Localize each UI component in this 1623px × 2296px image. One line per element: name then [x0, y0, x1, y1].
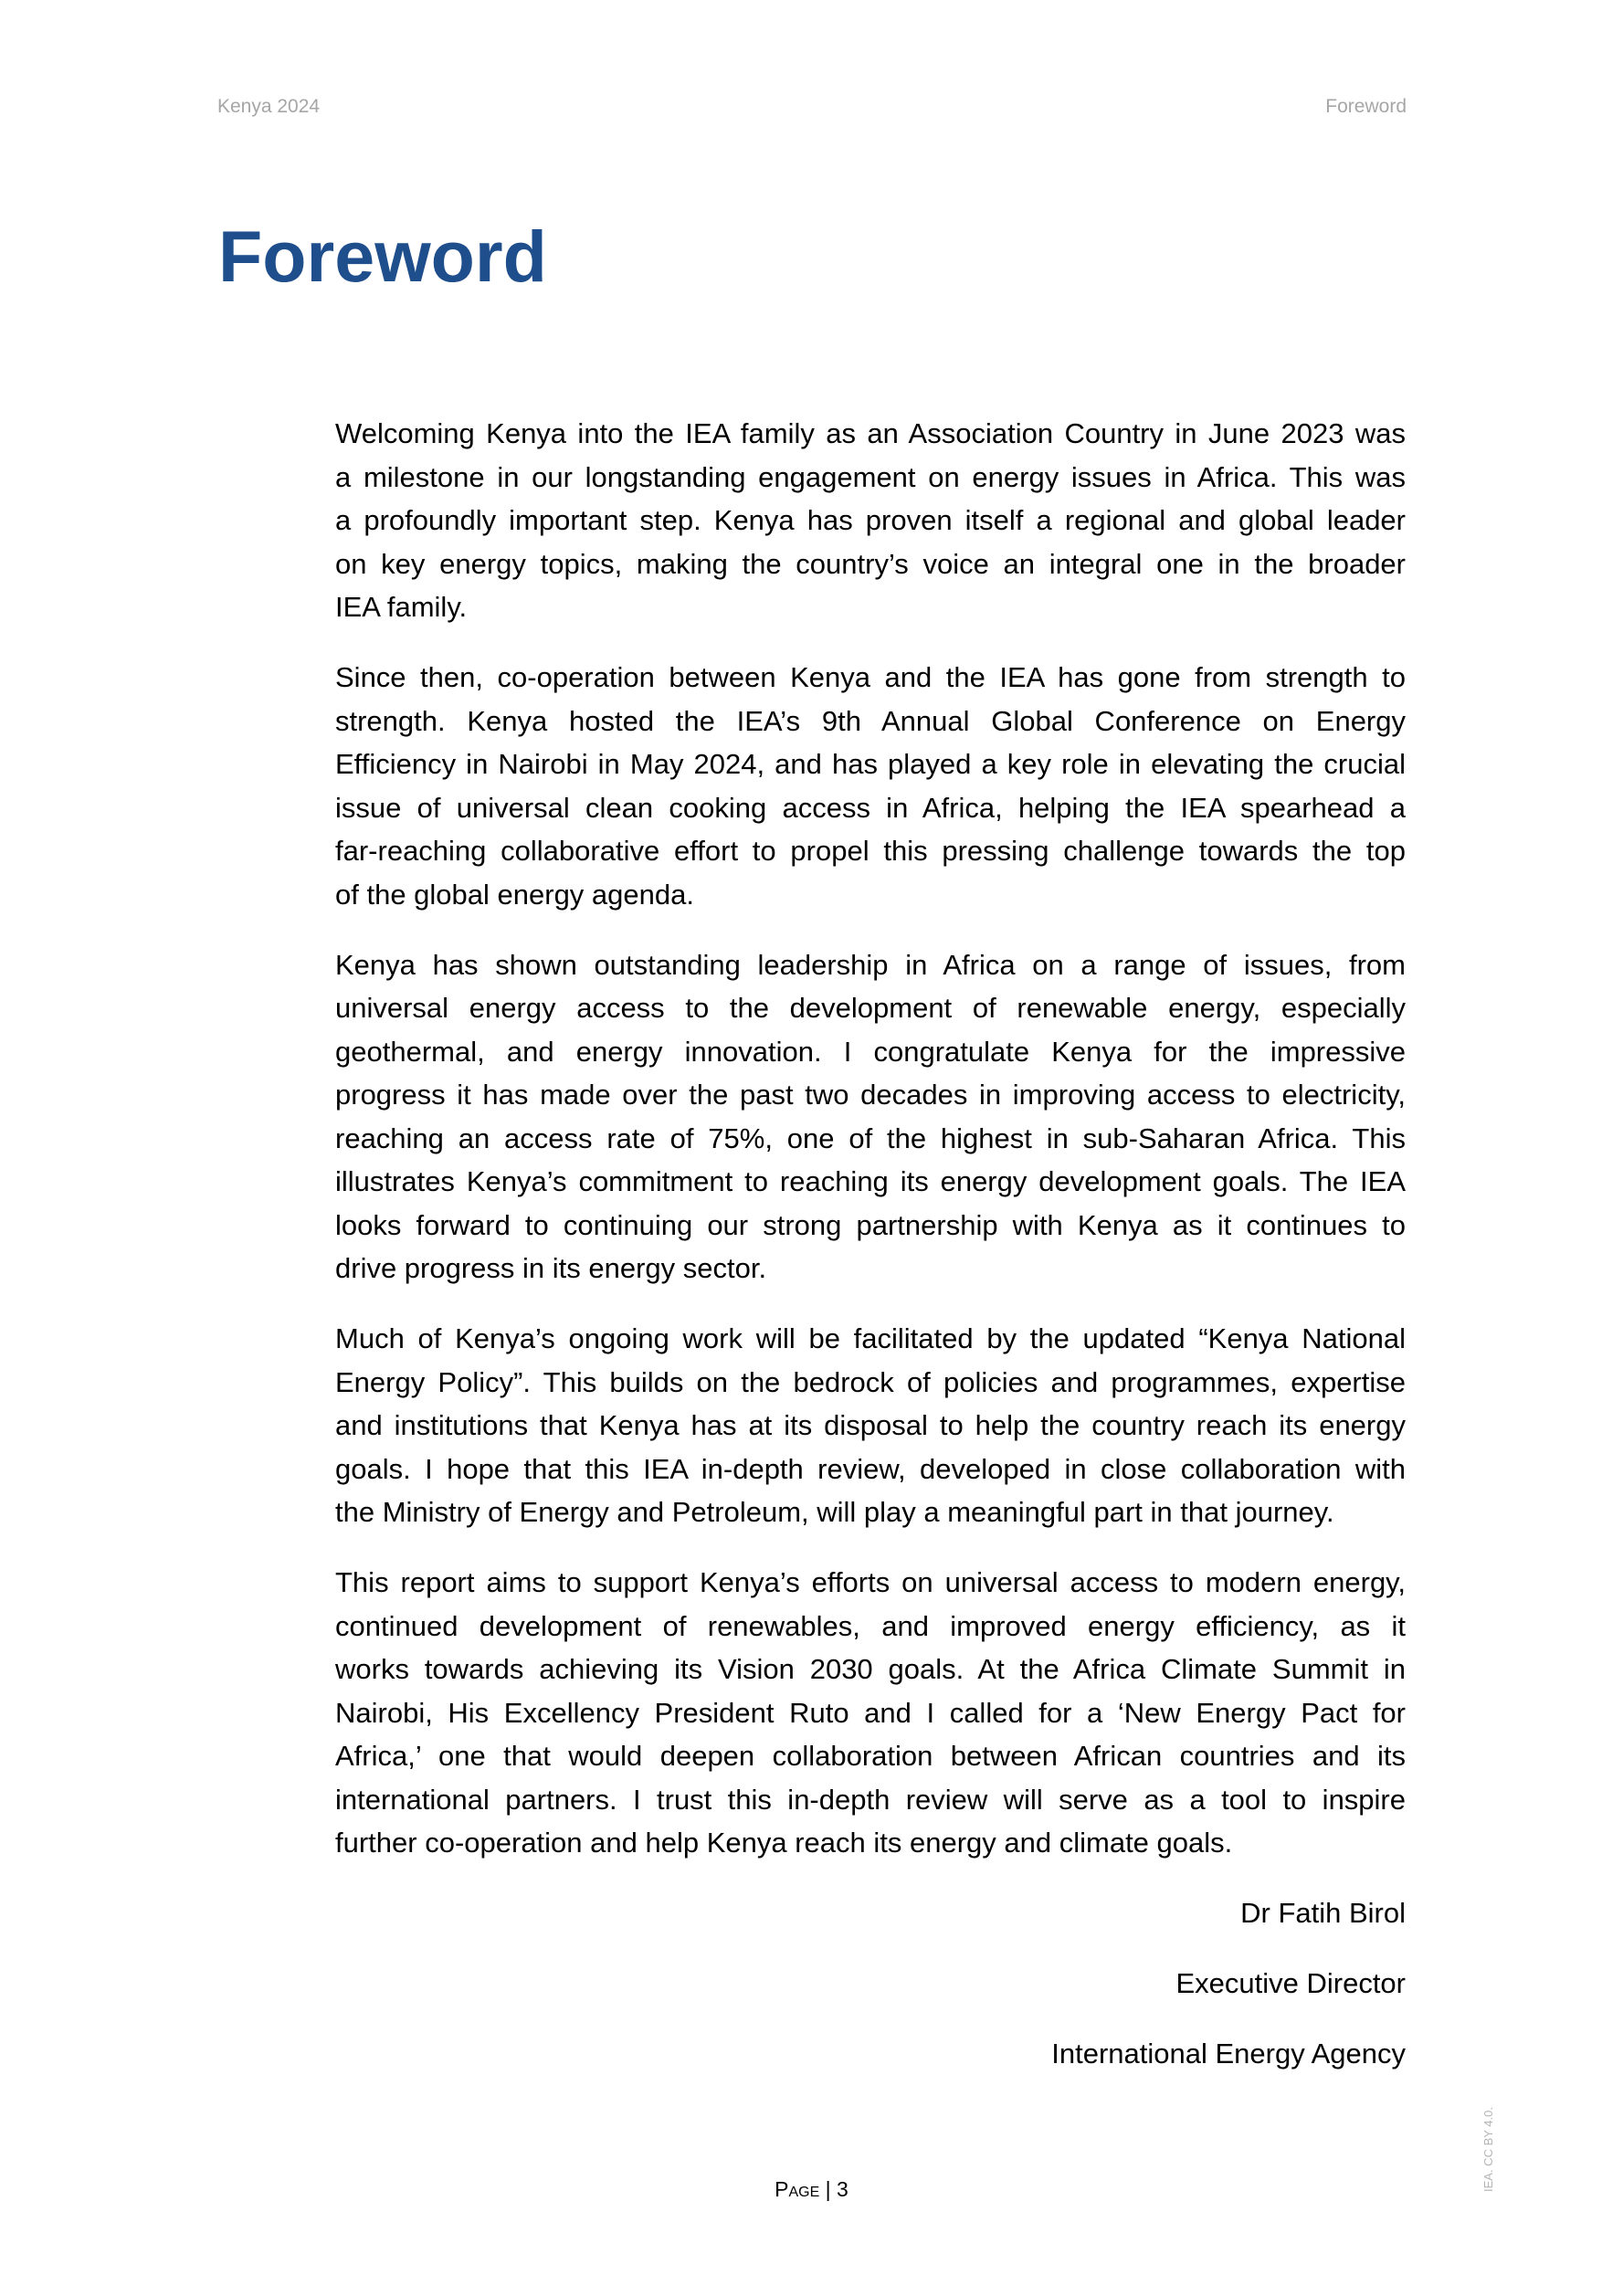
paragraph-line: the Ministry of Energy and Petroleum, will play a meaningful part in that journey. — [335, 1496, 1334, 1528]
paragraph-line: strength. Kenya hosted the IEA’s 9th Annual Global Conference on Energy — [335, 704, 1406, 737]
paragraph-line: far-reaching collaborative effort to propel this pressing challenge towards the top — [335, 835, 1406, 867]
paragraph-line: reaching an access rate of 75%, one of the highest in sub-Saharan Africa. This — [335, 1122, 1406, 1154]
paragraph-line: drive progress in its energy sector. — [335, 1252, 767, 1284]
paragraph-line: IEA family. — [335, 591, 468, 623]
page-separator: | — [819, 2177, 838, 2201]
signatory-organisation: International Energy Agency — [1051, 2038, 1406, 2070]
paragraph — [335, 1317, 1406, 1534]
paragraph-line: a profoundly important step. Kenya has proven itself a regional and global leader — [335, 504, 1406, 536]
paragraph-list — [335, 412, 1406, 1865]
license-watermark: IEA. CC BY 4.0. — [1481, 2107, 1495, 2192]
paragraph-line: goals. I hope that this IEA in-depth review, developed in close collaboration with — [335, 1452, 1406, 1485]
paragraph-line: works towards achieving its Vision 2030 goals. At the Africa Climate Summit in — [335, 1653, 1406, 1685]
running-header-section: Foreword — [1325, 96, 1407, 117]
signature-block — [335, 1891, 1406, 2076]
paragraph — [335, 943, 1406, 1290]
paragraph-line: Africa,’ one that would deepen collaboration between African countries and its — [335, 1740, 1406, 1772]
paragraph-line: This report aims to support Kenya’s efforts on universal access to modern energy, — [335, 1566, 1406, 1598]
paragraph-line: Energy Policy”. This builds on the bedrock of policies and programmes, expertise — [335, 1365, 1406, 1398]
paragraph-line: of the global energy agenda. — [335, 878, 694, 911]
paragraph-line: Welcoming Kenya into the IEA family as an Association Country in June 2023 was — [335, 417, 1406, 449]
paragraph-line: on key energy topics, making the country’s voice an integral one in the broader — [335, 547, 1406, 580]
foreword-body — [335, 412, 1406, 2102]
page-number: 3 — [837, 2177, 848, 2201]
running-header-report-title: Kenya 2024 — [217, 96, 321, 117]
paragraph-line: progress it has made over the past two decades in improving access to electricity, — [335, 1079, 1406, 1111]
paragraph-line: universal energy access to the development of renewable energy, especially — [335, 992, 1406, 1024]
paragraph-line: international partners. I trust this in-depth review will serve as a tool to inspire — [335, 1783, 1406, 1816]
paragraph-line: and institutions that Kenya has at its disposal to help the country reach its energy — [335, 1409, 1406, 1441]
paragraph — [335, 412, 1406, 629]
paragraph-line: looks forward to continuing our strong partnership with Kenya as it continues to — [335, 1208, 1406, 1241]
page-title: Foreword — [218, 216, 547, 297]
paragraph-line: a milestone in our longstanding engagement on energy issues in Africa. This was — [335, 460, 1406, 493]
paragraph — [335, 656, 1406, 916]
paragraph-line: geothermal, and energy innovation. I congratulate Kenya for the impressive — [335, 1035, 1406, 1068]
paragraph-line: Efficiency in Nairobi in May 2024, and has played a key role in elevating the crucial — [335, 748, 1406, 780]
paragraph-line: further co-operation and help Kenya reach its energy and climate goals. — [335, 1827, 1233, 1859]
signatory-name: Dr Fatih Birol — [1240, 1897, 1406, 1929]
paragraph-line: Kenya has shown outstanding leadership in Africa on a range of issues, from — [335, 948, 1406, 981]
signatory-position: Executive Director — [1175, 1967, 1406, 1999]
paragraph-line: issue of universal clean cooking access in Africa, helping the IEA spearhead a — [335, 791, 1406, 824]
paragraph-line: Nairobi, His Excellency President Ruto and I called for a ‘New Energy Pact for — [335, 1696, 1406, 1729]
paragraph-line: continued development of renewables, and improved energy efficiency, as it — [335, 1609, 1406, 1642]
page-number-footer — [0, 2176, 1623, 2202]
paragraph-line: illustrates Kenya’s commitment to reaching its energy development goals. The IEA — [335, 1165, 1406, 1197]
page-label: Page — [775, 2177, 820, 2201]
paragraph — [335, 1561, 1406, 1865]
paragraph-line: Much of Kenya’s ongoing work will be facilitated by the updated “Kenya National — [335, 1322, 1406, 1354]
paragraph-line: Since then, co-operation between Kenya and the IEA has gone from strength to — [335, 661, 1406, 693]
